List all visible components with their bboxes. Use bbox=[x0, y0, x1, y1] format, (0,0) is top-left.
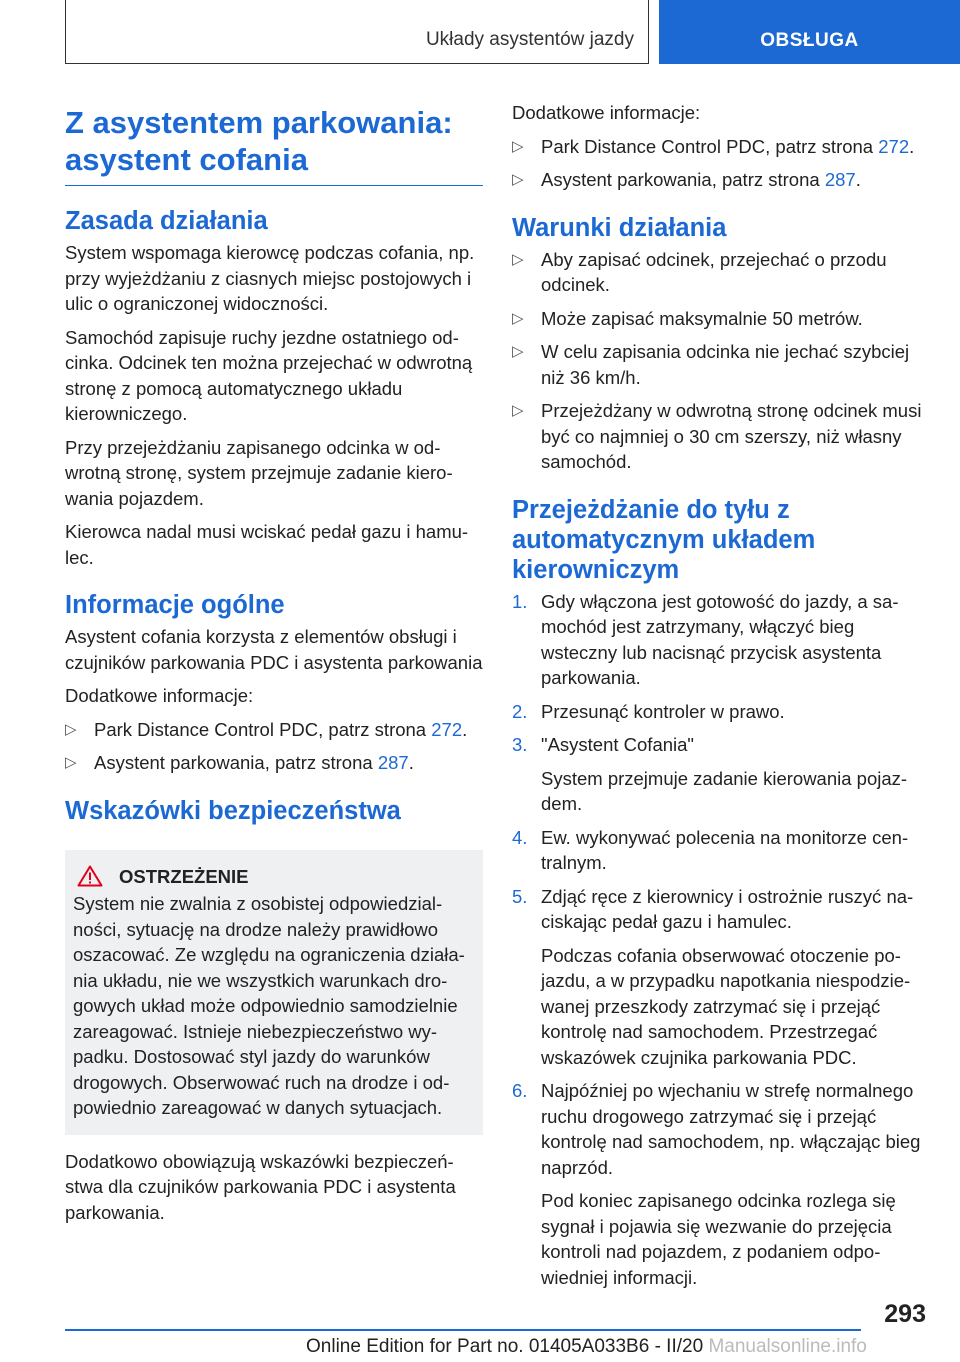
warning-box bbox=[65, 850, 483, 1135]
step-item: 6. Najpóźniej po wjechaniu w strefę normalnego ruchu drogowego zatrzymać się i przejąć kontrolę nad samochodem, np. włączając bieg naprzód. Pod koniec zapisanego odcinka rozlega się sygnał i pojawia się wezwanie do przejęcia kontroli nad pojazdem, z podaniem odpowiedniej informacji. bbox=[512, 1078, 930, 1290]
list-item: ▷ Może zapisać maksymalnie 50 metrów. bbox=[512, 306, 930, 332]
list-item: ▷ W celu zapisania odcinka nie jechać szybciej niż 36 km/h. bbox=[512, 341, 910, 388]
footer-edition: Online Edition for Part no. 01405A033B6 - II/20 Manualsonline.info bbox=[306, 1336, 867, 1357]
heading-wskazowki: Wskazówki bezpieczeństwa bbox=[65, 796, 401, 825]
step-note: Podczas cofania obserwować otoczenie pojazdu, a w przypadku napotkania niespodziewanej przeszkody zatrzymać się i przejąć kontrolę nad samochodem. Przestrzegać wskazówek czujnika parkowania PDC. bbox=[541, 944, 911, 1068]
paragraph: Dodatkowe informacje: bbox=[65, 685, 254, 706]
triangle-bullet-icon: ▷ bbox=[65, 720, 77, 738]
list-item: ▷ Asystent parkowania, patrz strona 287. bbox=[512, 167, 930, 193]
page-number: 293 bbox=[884, 1300, 926, 1328]
right-column bbox=[512, 100, 930, 1298]
step-number: 1. bbox=[512, 590, 528, 612]
steps-list bbox=[512, 589, 930, 1291]
bullet-list bbox=[65, 717, 483, 776]
list-item: ▷ Przejeżdżany w odwrotną stronę odcinek musi być co najmniej o 30 cm szerszy, niż własny samochód. bbox=[512, 400, 922, 472]
heading-informacje: Informacje ogólne bbox=[65, 591, 285, 619]
step-item: 5. Zdjąć ręce z kierownicy i ostrożnie ruszyć naciskając pedał gazu i hamulec. Podczas cofania obserwować otoczenie pojazdu, a w przypadku napotkania niespodziewanej przeszkody zatrzymać się i przejąć kontrolę nad samochodem. Przestrzegać wskazówek czujnika parkowania PDC. bbox=[512, 884, 930, 1071]
warning-header bbox=[73, 864, 473, 890]
page-link[interactable]: 272 bbox=[431, 718, 463, 740]
step-item: 2. Przesunąć kontroler w prawo. bbox=[512, 699, 930, 725]
warning-title: OSTRZEŻENIE bbox=[119, 865, 249, 887]
header-section-box bbox=[65, 0, 649, 64]
page-title: Z asystentem parkowania: asystent cofania bbox=[65, 104, 483, 186]
page-link[interactable]: 287 bbox=[824, 169, 856, 190]
header-chapter-tab bbox=[659, 0, 960, 64]
step-number: 5. bbox=[512, 885, 528, 907]
step-number: 3. bbox=[512, 734, 528, 755]
step-item: 3. "Asystent Cofania" System przejmuje zadanie kierowania pojazdem. bbox=[512, 732, 930, 817]
bullet-list bbox=[512, 134, 930, 193]
step-note: Pod koniec zapisanego odcinka rozlega się sygnał i pojawia się wezwanie do przejęcia kontroli nad pojazdem, z podaniem odpowiedniej informacji. bbox=[541, 1190, 896, 1288]
header-section-title: Układy asystentów jazdy bbox=[425, 29, 634, 50]
paragraph: System wspomaga kierowcę podczas cofania, np. przy wyjeżdżaniu z ciasnych miejsc postojowych i ulic o ograniczonej widoczności. bbox=[65, 242, 475, 314]
step-item: 4. Ew. wykonywać polecenia na monitorze centralnym. bbox=[512, 826, 909, 873]
step-number: 6. bbox=[512, 1080, 528, 1101]
step-number: 4. bbox=[512, 826, 528, 848]
list-item: ▷ Park Distance Control PDC, patrz strona 272. bbox=[512, 134, 930, 160]
paragraph: Przy przejeżdżaniu zapisanego odcinka w odwrotną stronę, system przejmuje zadanie kierowania pojazdem. bbox=[65, 436, 453, 509]
watermark: Manualsonline.info bbox=[708, 1336, 867, 1357]
triangle-bullet-icon: ▷ bbox=[512, 309, 524, 327]
paragraph: Dodatkowe informacje: bbox=[512, 102, 701, 123]
list-item: ▷ Aby zapisać odcinek, przejechać o przodu odcinek. bbox=[512, 248, 887, 295]
triangle-bullet-icon: ▷ bbox=[512, 402, 524, 419]
triangle-bullet-icon: ▷ bbox=[512, 250, 524, 268]
triangle-bullet-icon: ▷ bbox=[512, 343, 524, 360]
heading-przejezdzanie: Przejeżdżanie do tyłu z automatycznym układem kierowniczym bbox=[512, 495, 816, 584]
page-link[interactable]: 272 bbox=[878, 135, 910, 157]
warning-text: System nie zwalnia z osobistej odpowiedzialności, sytuację na drodze należy prawidłowo oszacować. Ze względu na ograniczenia działania układu, nie we wszystkich warunkach drogowych układ może odpowiednio samodzielnie zareagować. Istnieje niebezpieczeństwo wypadku. Dostosować styl jazdy do warunków drogowych. Obserwować ruch na drodze i odpowiednio zareagować w danych sytuacjach. bbox=[73, 893, 465, 1118]
header-chapter-label: OBSŁUGA bbox=[760, 30, 859, 51]
triangle-bullet-icon: ▷ bbox=[512, 171, 524, 188]
step-item: 1. Gdy włączona jest gotowość do jazdy, a samochód jest zatrzymany, włączyć bieg wsteczny lub nacisnąć przycisk asystenta parkowania. bbox=[512, 590, 899, 688]
list-item: ▷ Park Distance Control PDC, patrz strona 272. bbox=[65, 717, 483, 743]
paragraph: Kierowca nadal musi wciskać pedał gazu i hamulec. bbox=[65, 521, 469, 568]
footer-rule bbox=[65, 1329, 861, 1331]
step-number: 2. bbox=[512, 700, 528, 722]
paragraph: Samochód zapisuje ruchy jezdne ostatniego odcinka. Odcinek ten można przejechać w odwrotną stronę z pomocą automatycznego układu kierowniczego. bbox=[65, 326, 473, 424]
page-link[interactable]: 287 bbox=[377, 752, 409, 773]
heading-warunki: Warunki działania bbox=[512, 213, 727, 242]
step-note: System przejmuje zadanie kierowania pojazdem. bbox=[541, 767, 908, 814]
paragraph: Asystent cofania korzysta z elementów obsługi i czujników parkowania PDC i asystenta parkowania bbox=[65, 626, 483, 673]
triangle-bullet-icon: ▷ bbox=[65, 754, 77, 771]
paragraph: Dodatkowo obowiązują wskazówki bezpieczeństwa dla czujników parkowania PDC i asystenta parkowania. bbox=[65, 1150, 456, 1223]
triangle-bullet-icon: ▷ bbox=[512, 137, 524, 155]
left-column bbox=[65, 100, 483, 1233]
warning-triangle-icon bbox=[77, 865, 103, 887]
heading-zasada: Zasada działania bbox=[65, 207, 268, 235]
list-item: ▷ Asystent parkowania, patrz strona 287. bbox=[65, 750, 483, 776]
conditions-list bbox=[512, 247, 930, 475]
